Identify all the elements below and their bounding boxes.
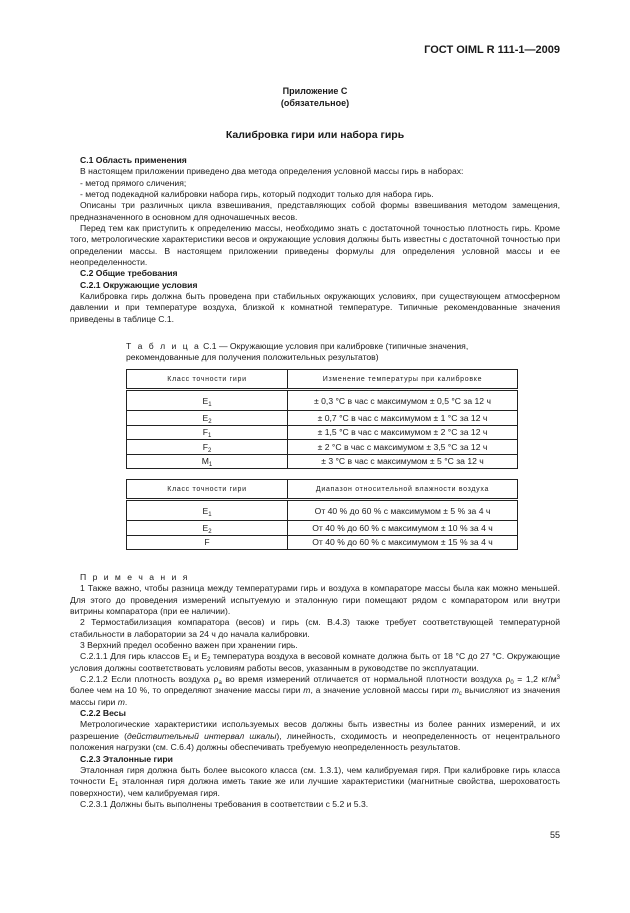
paragraph-c211: С.2.1.1 Для гирь классов $E_1$ и $E_2$ температура воздуха в весовой комнате должна быть от 18 °С до 27 °С. Окружающие условия должны соответствовать условиям работы весов, указанным в руководстве по эксплуатации. [70, 651, 560, 673]
list-item: - метод прямого сличения; [80, 177, 187, 188]
annex-heading: Калибровка гири или набора гирь [225, 129, 405, 141]
class-cell: $F_2$ [127, 440, 288, 455]
value-cell: От 40 % до 60 % с максимумом ± 15 % за 4 ч [288, 535, 518, 550]
list-item: - метод подекадной калибровки набора гирь, который подходит только для набора гирь. [80, 189, 434, 200]
section-heading: С.1 Область применения [80, 155, 187, 165]
section-heading: С.2.1 Окружающие условия [80, 279, 198, 290]
notes-heading: П р и м е ч а н и я [80, 572, 190, 582]
class-cell: $E_1$ [127, 390, 288, 411]
section-heading: С.2.2 Весы [80, 708, 126, 719]
paragraph-c212: С.2.1.2 Если плотность воздуха $\rho_a$ во время измерений отличается от нормальной плотности воздуха $\rho_0 = 1,2$ $кг/м^3$ более чем на 10 %, то определяют значение массы гири m, а значение условной массы гири $m_c$ вычисляют из значения массы гири m. [70, 674, 560, 707]
table-row [127, 425, 518, 440]
value-cell: ± 3 °С в час с максимумом ± 5 °С за 12 ч [288, 454, 518, 469]
column-header: Диапазон относительной влажности воздуха [288, 480, 518, 500]
value-cell: От 40 % до 60 % с максимумом ± 10 % за 4 ч [288, 521, 518, 536]
value-cell: ± 0,3 °С в час с максимумом ± 0,5 °С за 12 ч [288, 390, 518, 411]
caption-text: С.1 — Окружающие условия при калибровке (типичные значения, рекомендованные для получения положительных результатов) [126, 341, 469, 362]
table-row [127, 521, 518, 536]
table-row [127, 535, 518, 550]
class-cell: $F_1$ [127, 425, 288, 440]
paragraph-c23: Эталонная гиря должна быть более высокого класса (см. 1.3.1), чем калибруемая гиря. При калибровке гирь класса точности $E_1$ эталонная гиря должна иметь такие же или лучшие характеристики (магнитные свойства, шероховатость поверхности), чем калибруемая гиря. [70, 764, 560, 798]
section-heading: С.2.3 Эталонные гири [80, 753, 173, 764]
section-heading: С.2 Общие требования [80, 268, 178, 279]
note: 3 Верхний предел особенно важен при хранении гирь. [80, 640, 298, 651]
column-header: Изменение температуры при калибровке [288, 370, 518, 390]
class-cell: $M_1$ [127, 454, 288, 469]
paragraph: Калибровка гирь должна быть проведена при стабильных окружающих условиях, при существующем атмосферном давлении и при температуре воздуха, близкой к комнатной температуре. Типичные рекомендованные значения приведены в таблице С.1. [70, 291, 560, 324]
value-cell: ± 0,7 °С в час с максимумом ± 1 °С за 12 ч [288, 411, 518, 426]
column-header: Класс точности гири [127, 480, 288, 500]
note: 2 Термостабилизация компаратора (весов) и гирь (см. В.4.3) также требует соответствующей температурной стабильности в лаборатории за 24 ч до начала калибровки. [70, 617, 560, 639]
paragraph-c231: С.2.3.1 Должны быть выполнены требования в соответствии с 5.2 и 5.3. [80, 798, 369, 809]
annex-title: Приложение С [282, 86, 348, 96]
annex-status: (обязательное) [280, 98, 350, 108]
paragraph-c22: Метрологические характеристики используемых весов должны быть известны из более ранних измерений, и их разрешение (действительный интервал шкалы), линейность, сходимость и неопределенность от нецентрального положения нагрузки (см. С.6.4) должны обеспечивать требуемую неопределенность результатов. [70, 719, 560, 753]
section-notes [70, 572, 560, 810]
value-cell: От 40 % до 60 % с максимумом ± 5 % за 4 ч [288, 500, 518, 521]
temperature-table [126, 369, 518, 469]
table-row [127, 500, 518, 521]
column-header: Класс точности гири [127, 370, 288, 390]
value-cell: ± 1,5 °С в час с максимумом ± 2 °С за 12 ч [288, 425, 518, 440]
section-c1 [70, 155, 560, 325]
table-caption [126, 341, 526, 363]
paragraph: Описаны три различных цикла взвешивания, представляющих собой формы взвешивания методом замещения, предназначенного в основном для одночашечных весов. [70, 200, 560, 222]
class-cell: $E_2$ [127, 411, 288, 426]
humidity-table [126, 479, 518, 550]
paragraph: Перед тем как приступить к определению массы, необходимо знать с достаточной точностью плотность гирь. Кроме того, метрологические характеристики весов и окружающие условия должны быть известны с достаточной точностью при определении массы. В настоящем приложении приведены формулы для определения условной массы и ее неопределенности. [70, 223, 560, 268]
class-cell: $E_1$ [127, 500, 288, 521]
page-number: 55 [549, 830, 560, 840]
table-row [127, 390, 518, 411]
caption-label: Т а б л и ц а [126, 341, 201, 351]
class-cell: F [127, 535, 288, 550]
table-row [127, 454, 518, 469]
table-row [127, 411, 518, 426]
class-cell: $E_2$ [127, 521, 288, 536]
value-cell: ± 2 °С в час с максимумом ± 3,5 °С за 12 ч [288, 440, 518, 455]
paragraph: В настоящем приложении приведено два метода определения условной массы гирь в наборах: [80, 166, 464, 177]
table-row [127, 440, 518, 455]
document-id: ГОСТ OIML R 111-1—2009 [424, 44, 560, 56]
note: 1 Также важно, чтобы разница между температурами гирь и воздуха в компараторе массы была как можно меньшей. Для этого до проведения измерений испытуемую и эталонную гири помещают рядом с компаратором или внутри витрины компаратора (при ее наличии). [70, 583, 560, 617]
